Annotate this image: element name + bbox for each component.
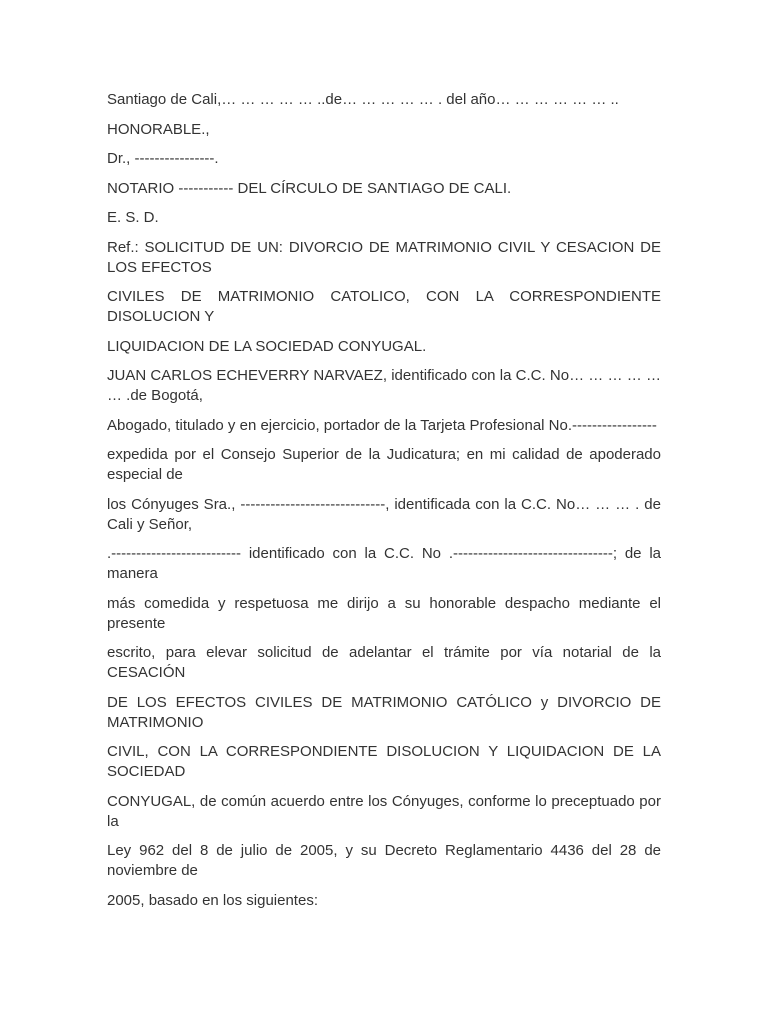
recipient-name: Dr., ----------------. bbox=[107, 150, 219, 167]
reference-line-1: Ref.: SOLICITUD DE UN: DIVORCIO DE MATRIMONIO CIVIL Y CESACION DE LOS EFECTOS bbox=[107, 238, 666, 276]
date-line: Santiago de Cali,… … … … … ..de… … … … … . del año… … … … … … .. bbox=[107, 91, 619, 108]
reference-line-2: CIVILES DE MATRIMONIO CATOLICO, CON LA CORRESPONDIENTE DISOLUCION Y bbox=[107, 288, 666, 325]
body-paragraph: JUAN CARLOS ECHEVERRY NARVAEZ, identificado con la C.C. No… … … … … … .de Bogotá, bbox=[107, 367, 666, 404]
body-paragraph: .-------------------------- identificado con la C.C. No .--------------------------------; de la manera bbox=[107, 545, 666, 582]
body-paragraph: Abogado, titulado y en ejercicio, portador de la Tarjeta Profesional No.----------------- bbox=[107, 416, 657, 434]
reference-line-3: LIQUIDACION DE LA SOCIEDAD CONYUGAL. bbox=[107, 337, 427, 355]
recipient-title: NOTARIO ----------- DEL CÍRCULO DE SANTIAGO DE CALI. bbox=[107, 179, 512, 197]
body-paragraph: Ley 962 del 8 de julio de 2005, y su Decreto Reglamentario 4436 del 28 de noviembre de bbox=[107, 842, 666, 879]
body-paragraph: los Cónyuges Sra., -----------------------------, identificada con la C.C. No… … … . de Cali y Señor, bbox=[107, 495, 666, 533]
body-paragraph: más comedida y respetuosa me dirijo a su honorable despacho mediante el presente bbox=[107, 594, 666, 632]
body-paragraph: CIVIL, CON LA CORRESPONDIENTE DISOLUCION Y LIQUIDACION DE LA SOCIEDAD bbox=[107, 743, 666, 780]
body-paragraph: DE LOS EFECTOS CIVILES DE MATRIMONIO CATÓLICO y DIVORCIO DE MATRIMONIO bbox=[107, 693, 666, 731]
salutation: HONORABLE., bbox=[107, 120, 210, 138]
esd-line: E. S. D. bbox=[107, 209, 159, 226]
body-paragraph: escrito, para elevar solicitud de adelantar el trámite por vía notarial de la CESACIÓN bbox=[107, 644, 666, 681]
body-paragraph: expedida por el Consejo Superior de la Judicatura; en mi calidad de apoderado especial de bbox=[107, 446, 666, 483]
document-body bbox=[107, 90, 666, 920]
body-paragraph: 2005, basado en los siguientes: bbox=[107, 891, 318, 909]
body-paragraph: CONYUGAL, de común acuerdo entre los Cónyuges, conforme lo preceptuado por la bbox=[107, 792, 666, 830]
